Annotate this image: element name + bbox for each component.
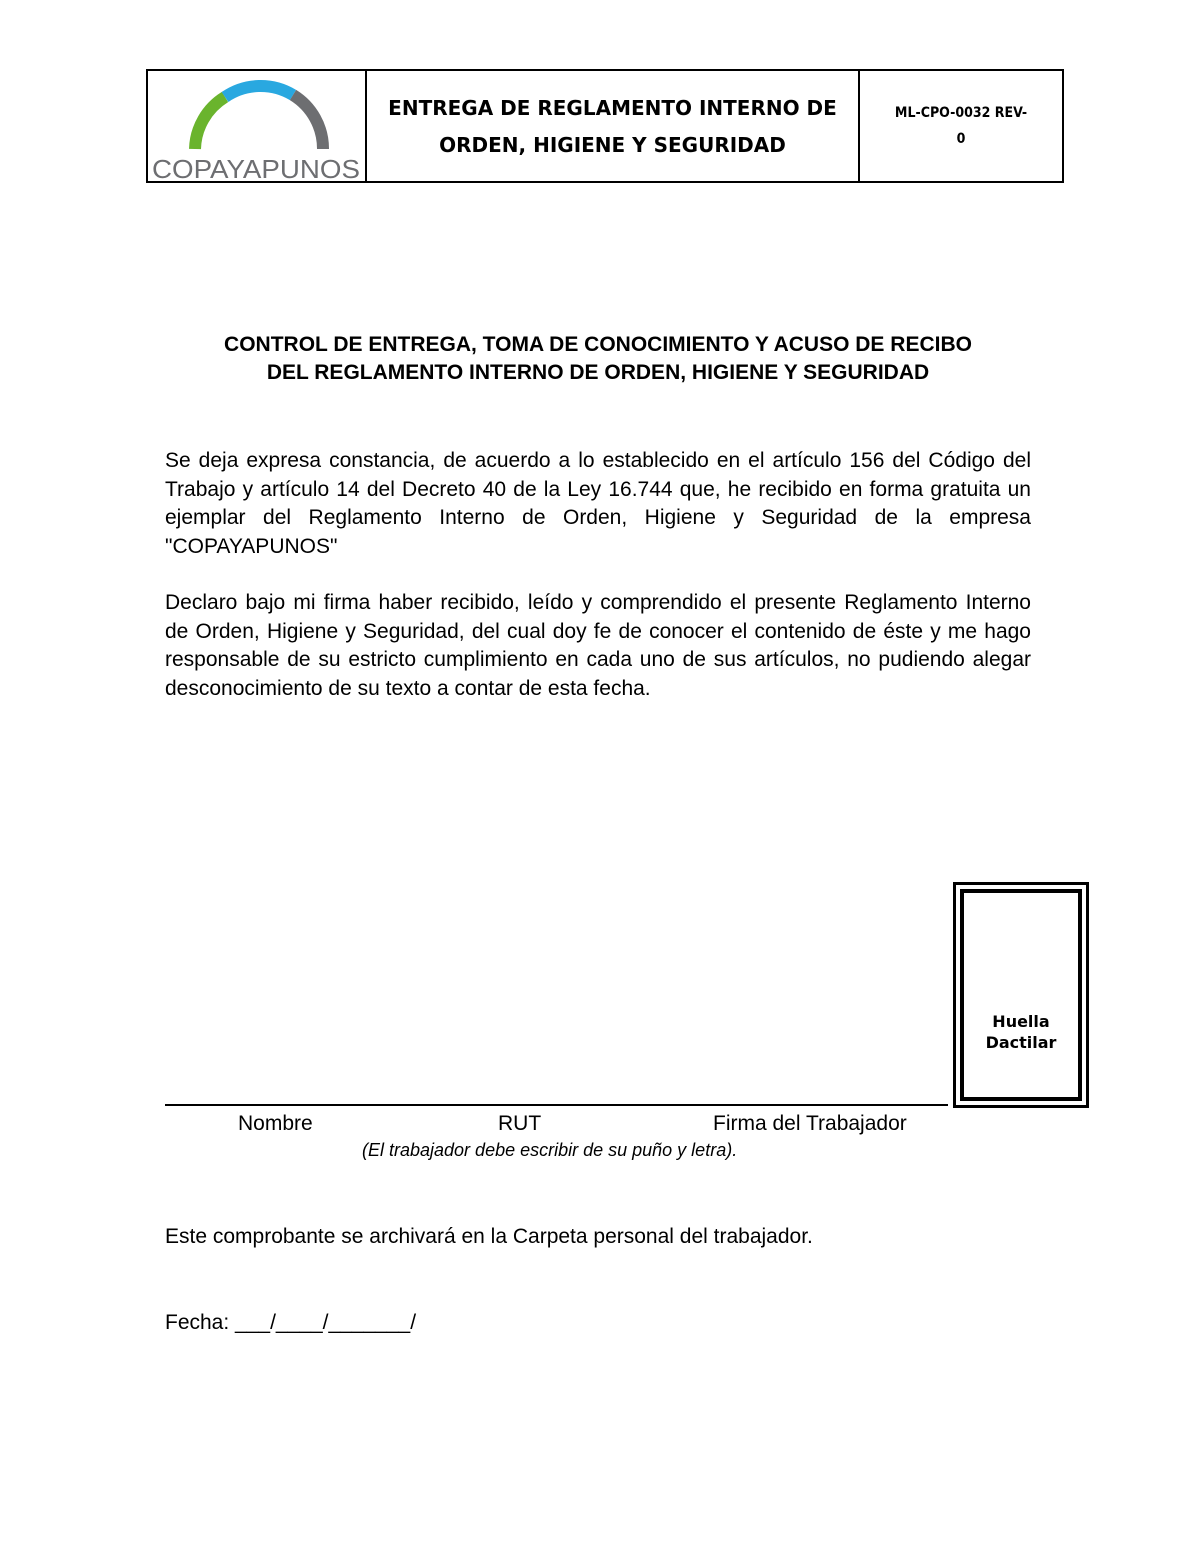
archive-note: Este comprobante se archivará en la Carpeta personal del trabajador. — [165, 1225, 813, 1248]
nombre-label: Nombre — [238, 1112, 313, 1135]
fingerprint-label-line2: Dactilar — [985, 1033, 1057, 1052]
document-title-line1: ENTREGA DE REGLAMENTO INTERNO DE — [388, 96, 837, 120]
logo-arc-green — [195, 97, 225, 149]
document-code-line1: ML-CPO-0032 REV- — [894, 105, 1028, 121]
document-title — [367, 71, 860, 181]
rut-label: RUT — [498, 1112, 542, 1135]
company-logo — [148, 71, 367, 181]
fingerprint-box-inner — [960, 889, 1082, 1101]
logo-arc-gray — [293, 95, 323, 149]
main-heading — [146, 331, 1050, 387]
logo-wordmark: COPAYAPUNOS — [152, 154, 360, 181]
declaracion-paragraph: Declaro bajo mi firma haber recibido, leído y comprendido el presente Reglamento Interno de Orden, Higiene y Seguridad, del cual doy fe de conocer el contenido de éste y me hago responsable de su estricto cumplimiento en cada uno de sus artículos, no pudiendo alegar desconocimiento de su texto a contar de esta fecha. — [165, 591, 1031, 700]
signature-line — [165, 1104, 948, 1106]
logo-arc-icon — [148, 71, 365, 181]
signature-note: (El trabajador debe escribir de su puño y letra). — [362, 1140, 738, 1160]
fingerprint-box — [953, 882, 1089, 1108]
main-heading-line2: DEL REGLAMENTO INTERNO DE ORDEN, HIGIENE Y SEGURIDAD — [266, 361, 930, 384]
document-code-line2: 0 — [956, 131, 966, 147]
firma-label: Firma del Trabajador — [713, 1112, 907, 1135]
main-heading-line1: CONTROL DE ENTREGA, TOMA DE CONOCIMIENTO Y ACUSO DE RECIBO — [224, 333, 972, 356]
logo-arc-blue — [225, 86, 293, 97]
document-title-line2: ORDEN, HIGIENE Y SEGURIDAD — [439, 133, 786, 157]
document-header — [146, 69, 1064, 183]
document-code — [860, 71, 1062, 181]
fingerprint-label — [964, 1011, 1078, 1053]
fecha-field: Fecha: ___/____/_______/ — [165, 1311, 417, 1334]
constancia-paragraph: Se deja expresa constancia, de acuerdo a lo establecido en el artículo 156 del Código del Trabajo y artículo 14 del Decreto 40 de la Ley 16.744 que, he recibido en forma gratuita un ejemplar del Reglamento Interno de Orden, Higiene y Seguridad de la empresa "COPAYAPUNOS" — [165, 449, 1031, 558]
fingerprint-label-line1: Huella — [992, 1012, 1050, 1031]
